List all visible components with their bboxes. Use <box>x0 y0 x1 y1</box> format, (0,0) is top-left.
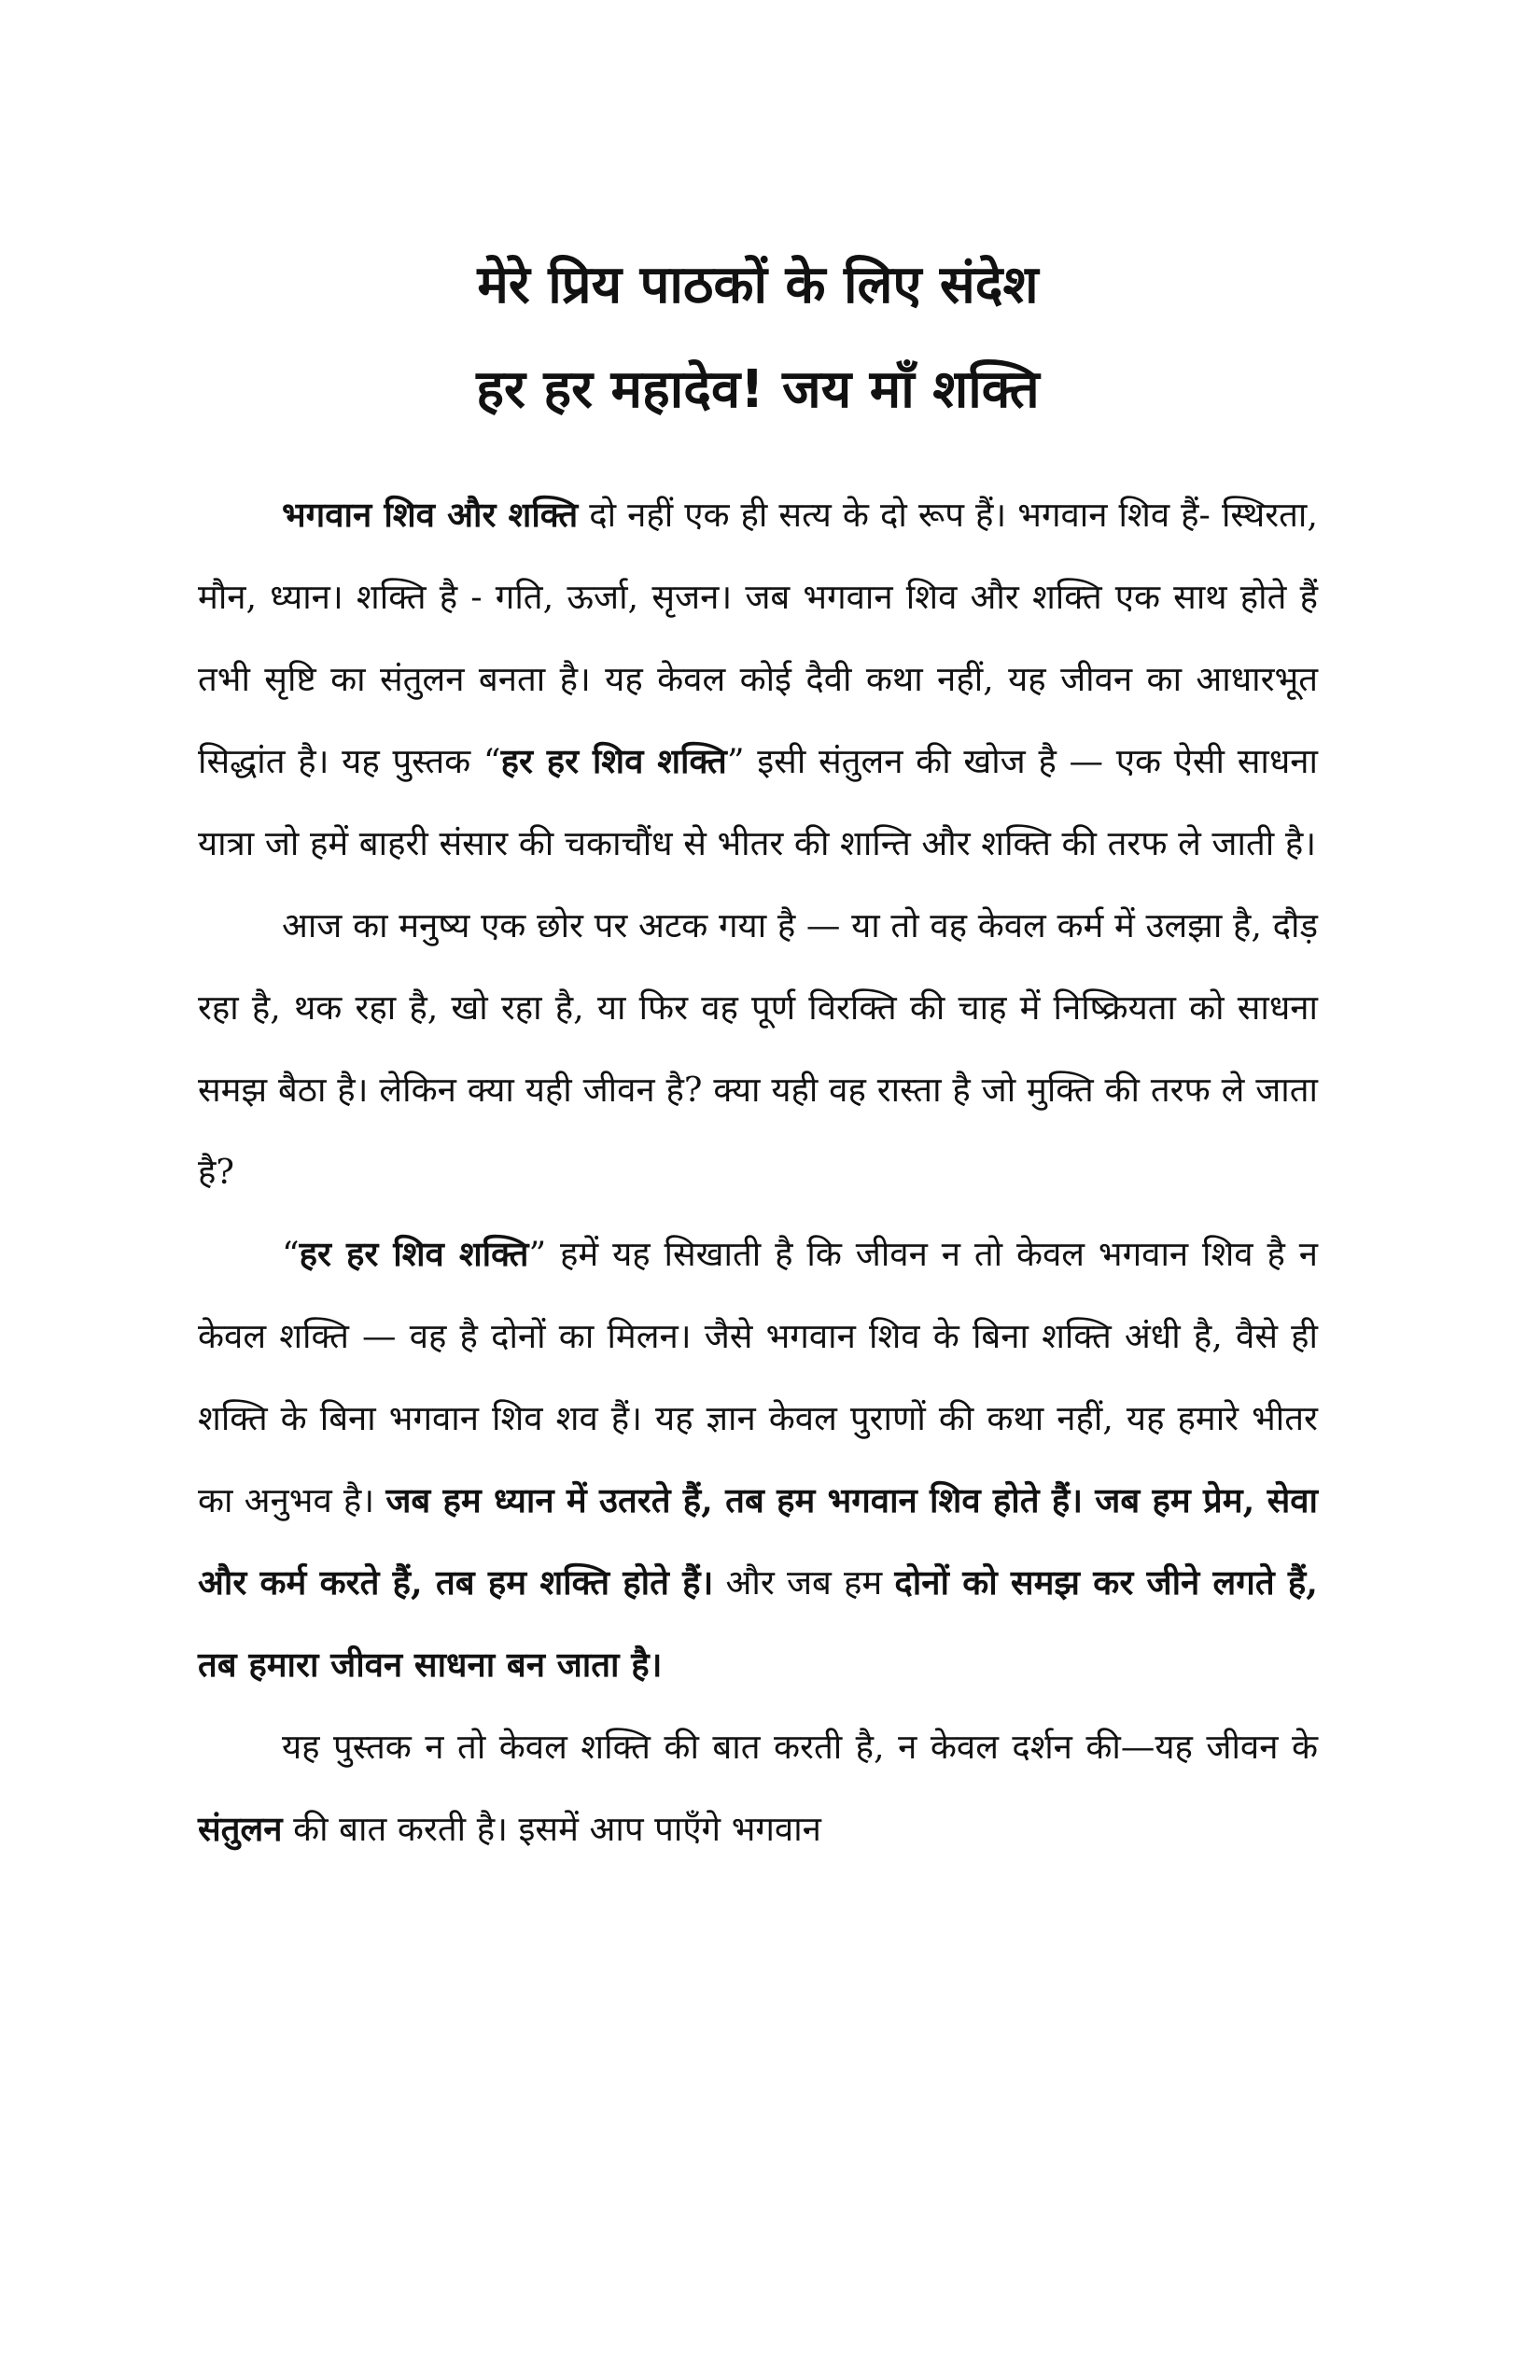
text-span: और जब हम <box>713 1562 895 1603</box>
bold-phrase: भगवान शिव और शक्ति <box>282 495 579 535</box>
paragraph-1 <box>198 474 1318 885</box>
book-page <box>198 233 1318 1870</box>
bold-book-title: हर हर शिव शक्ति <box>500 741 727 781</box>
text-span: “ <box>282 1234 300 1274</box>
title-line-2: हर हर महादेव! जय माँ शक्ति <box>476 359 1040 420</box>
text-span: की बात करती है। इसमें आप पाएँगे भगवान <box>282 1809 821 1849</box>
text-span: यह पुस्तक न तो केवल शक्ति की बात करती है, न केवल दर्शन की—यह जीवन के <box>282 1727 1318 1767</box>
text-span: दो नहीं एक ही सत्य के दो रूप हैं। भगवान शिव हैं- स्थिरता, मौन, ध्यान। शक्ति है - गति, ऊर्जा, सृजन। जब भगवान शिव और शक्ति एक साथ होते हैं तभी सृष्टि का संतुलन बनता है। यह केवल कोई दैवी कथा नहीं, यह जीवन का आधारभूत सिद्धांत है। यह पुस्तक “ <box>198 495 1318 781</box>
text-span: ” इसी संतुलन की खोज है — एक ऐसी साधना यात्रा जो हमें बाहरी संसार की चकाचौंध से भीतर की शान्ति और शक्ति की तरफ ले जाती है। <box>198 741 1318 863</box>
bold-word: संतुलन <box>198 1809 283 1849</box>
bold-book-title: हर हर शिव शक्ति <box>299 1234 529 1274</box>
page-title <box>198 233 1318 442</box>
bold-phrase: दोनों को समझ कर जीने लगते हैं, तब हमारा जीवन साधना बन जाता है। <box>198 1562 1318 1685</box>
text-span: आज का मनुष्य एक छोर पर अटक गया है — या तो वह केवल कर्म में उलझा है, दौड़ रहा है, थक रहा है, खो रहा है, या फिर वह पूर्ण विरक्ति की चाह में निष्क्रियता को साधना समझ बैठा है। लेकिन क्या यही जीवन है? क्या यही वह रास्ता है जो मुक्ति की तरफ ले जाता है? <box>198 905 1318 1192</box>
body-text <box>198 474 1318 1870</box>
paragraph-3 <box>198 1213 1318 1706</box>
bold-phrase: जब हम ध्यान में उतरते हैं, तब हम भगवान शिव होते हैं। जब हम प्रेम, सेवा और कर्म करते हैं, तब हम शक्ति होते हैं। <box>198 1480 1318 1603</box>
text-span: ” हमें यह सिखाती है कि जीवन न तो केवल भगवान शिव है न केवल शक्ति — वह है दोनों का मिलन। जैसे भगवान शिव के बिना शक्ति अंधी है, वैसे ही शक्ति के बिना भगवान शिव शव हैं। यह ज्ञान केवल पुराणों की कथा नहीं, यह हमारे भीतर का अनुभव है। <box>198 1234 1318 1520</box>
paragraph-2 <box>198 885 1318 1213</box>
paragraph-4 <box>198 1706 1318 1870</box>
title-line-1: मेरे प्रिय पाठकों के लिए संदेश <box>477 255 1039 315</box>
